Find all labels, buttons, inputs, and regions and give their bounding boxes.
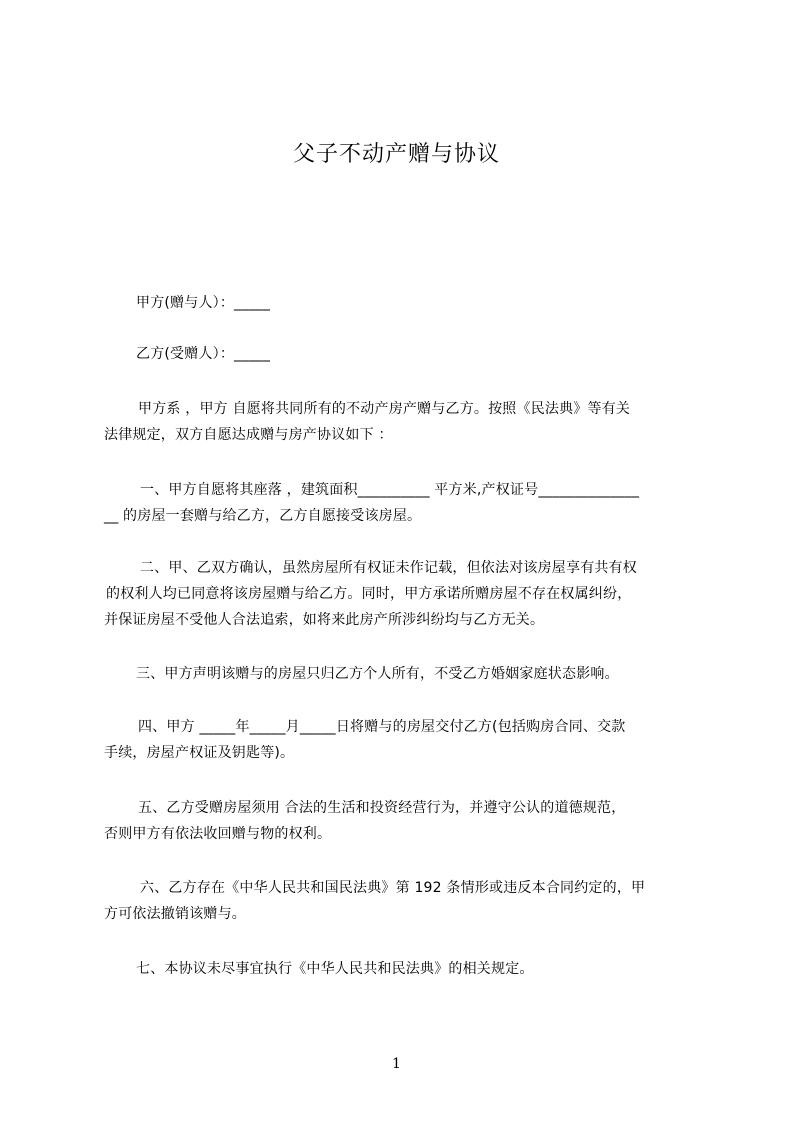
clause-1 bbox=[104, 477, 704, 529]
clause-line: 五、乙方受赠房屋须用 合法的生活和投资经营行为，并遵守公认的道德规范， bbox=[138, 800, 626, 816]
clause-6 bbox=[104, 875, 704, 927]
clause-line: 一、甲方自愿将其座落 ，建筑面积__________ 平方米,产权证号______________ bbox=[140, 482, 640, 498]
clause-line: 七、本协议未尽事宜执行《中华人民共和民法典》的相关规定。 bbox=[136, 961, 534, 977]
clause-line: 并保证房屋不受他人合法追索，如将来此房产所涉纠纷均与乙方无关。 bbox=[104, 612, 545, 628]
clause-3 bbox=[104, 661, 704, 687]
clause-line: 否则甲方有依法收回赠与物的权利。 bbox=[104, 826, 332, 842]
party-b-line bbox=[104, 341, 704, 367]
party-a-text: 甲方(赠与人）：_____ bbox=[136, 295, 271, 311]
clause-line: 二、甲、乙双方确认，虽然房屋所有权证未作记载，但依法对该房屋享有共有权 bbox=[140, 560, 637, 576]
clause-line: 方可依法撤销该赠与。 bbox=[104, 906, 246, 922]
document-title: 父子不动产赠与协议 bbox=[292, 142, 500, 167]
clause-line: 的权利人均已同意将该房屋赠与给乙方。同时，甲方承诺所赠房屋不存在权属纠纷， bbox=[106, 586, 632, 602]
clause-5 bbox=[104, 795, 704, 847]
intro-line: 法律规定，双方自愿达成赠与房产协议如下 ： bbox=[104, 427, 393, 443]
party-b-text: 乙方(受赠人）：_____ bbox=[136, 346, 271, 362]
clause-line: 三、甲方声明该赠与的房屋只归乙方个人所有，不受乙方婚姻家庭状态影响。 bbox=[136, 666, 619, 682]
clause-7 bbox=[104, 956, 704, 982]
party-a-line bbox=[104, 290, 704, 316]
intro-line: 甲方系 ，甲方 自愿将共同所有的不动产房产赠与乙方。按照《民法典》等有关 bbox=[138, 401, 631, 417]
intro-paragraph bbox=[104, 396, 704, 448]
clause-line: __ 的房屋一套赠与给乙方，乙方自愿接受该房屋。 bbox=[104, 508, 422, 524]
clause-line: 四、甲方 _____年_____月_____日将赠与的房屋交付乙方(包括购房合同、交款 bbox=[138, 719, 626, 735]
clause-line: 手续，房屋产权证及钥匙等)。 bbox=[104, 745, 295, 761]
clause-line: 六、乙方存在《中华人民共和国民法典》第 192 条情形或违反本合同约定的，甲 bbox=[140, 880, 646, 896]
page-number: 1 bbox=[392, 1056, 401, 1072]
clause-4 bbox=[104, 714, 704, 766]
clause-2 bbox=[104, 555, 704, 633]
